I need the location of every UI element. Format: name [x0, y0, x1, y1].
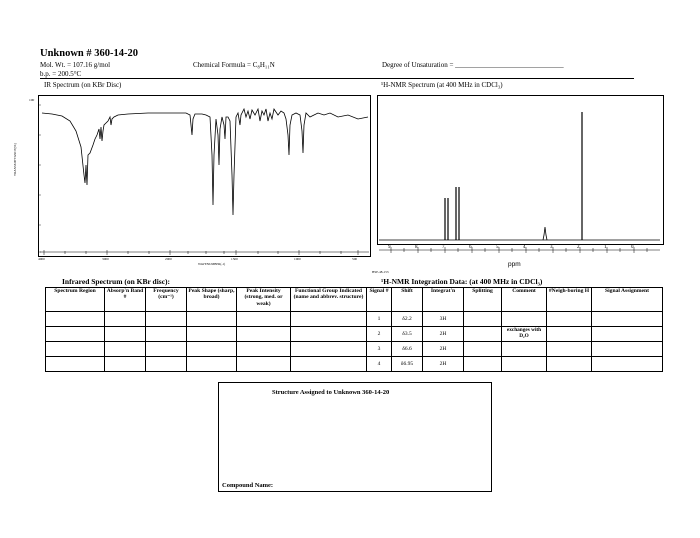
chemical-shift: δ6.6	[392, 342, 423, 357]
splitting-cell[interactable]	[464, 342, 502, 357]
splitting-cell[interactable]	[464, 357, 502, 372]
ir-cell[interactable]	[237, 342, 291, 357]
nmr-col-comment: Comment	[502, 288, 547, 312]
table-row	[46, 357, 367, 372]
boiling-point: b.p. = 200.5°C	[40, 70, 82, 78]
integration-value: 2H	[423, 327, 464, 342]
nmr-col-shift: Shift	[392, 288, 423, 312]
ir-cell[interactable]	[146, 357, 187, 372]
ir-cell[interactable]	[46, 312, 105, 327]
ir-cell[interactable]	[237, 312, 291, 327]
ir-cell[interactable]	[105, 357, 146, 372]
nmr-x-tick-1: 1	[604, 245, 607, 250]
ir-col-peak-intensity: Peak Intensity (strong, med. or weak)	[237, 288, 291, 312]
splitting-cell[interactable]	[464, 312, 502, 327]
nmr-x-tick-9: 9	[388, 245, 391, 250]
ir-spectrum-plot	[38, 95, 371, 260]
table-row	[367, 312, 663, 327]
ir-cell[interactable]	[105, 342, 146, 357]
nmr-spectrum-plot	[377, 95, 664, 265]
nmr-x-tick-5: 5	[496, 245, 499, 250]
chemical-shift: δ2.2	[392, 312, 423, 327]
integration-value: 3H	[423, 312, 464, 327]
ir-x-tick-4: 1500	[231, 257, 238, 261]
neighboring-h-cell[interactable]	[547, 327, 592, 342]
neighboring-h-cell[interactable]	[547, 357, 592, 372]
nmr-x-tick-6: 6	[469, 245, 472, 250]
comment-cell[interactable]	[502, 357, 547, 372]
table-row	[367, 327, 663, 342]
ir-x-tick-6: 500	[352, 257, 358, 261]
comment-cell: exchanges with D₂O	[502, 327, 547, 342]
ir-y-top-label: 100	[29, 98, 35, 102]
nmr-x-tick-2: 2	[577, 245, 580, 250]
nmr-col-signal: Signal #	[367, 288, 392, 312]
ir-col-absorption-band: Absorp'n Band #	[105, 288, 146, 312]
nmr-col-neighboring-h: #Neigh-boring H	[547, 288, 592, 312]
ir-cell[interactable]	[46, 342, 105, 357]
ir-col-functional-group: Functional Group Indicated (name and abbrev. structure)	[291, 288, 367, 312]
signal-number: 4	[367, 357, 392, 372]
assignment-cell[interactable]	[592, 312, 663, 327]
nmr-sample-code: HSP-48-153	[372, 270, 389, 274]
ir-cell[interactable]	[237, 357, 291, 372]
nmr-x-tick-0: 0	[631, 245, 634, 250]
nmr-x-tick-8: 8	[415, 245, 418, 250]
compound-name-label: Compound Name:	[222, 482, 274, 489]
structure-box-title: Structure Assigned to Unknown 360-14-20	[272, 389, 390, 396]
integration-value: 2H	[423, 342, 464, 357]
chemical-shift: δ3.5	[392, 327, 423, 342]
nmr-x-tick-7: 7	[442, 245, 445, 250]
ir-cell[interactable]	[187, 327, 237, 342]
ir-cell[interactable]	[146, 327, 187, 342]
signal-number: 1	[367, 312, 392, 327]
ir-cell[interactable]	[291, 327, 367, 342]
header-rule	[40, 78, 634, 79]
nmr-data-table	[366, 287, 663, 372]
ir-cell[interactable]	[105, 327, 146, 342]
table-row	[367, 342, 663, 357]
ir-cell[interactable]	[46, 327, 105, 342]
ir-col-peak-shape: Peak Shape (sharp, broad)	[187, 288, 237, 312]
ir-x-tick-1: 4000	[38, 257, 45, 261]
mol-wt: Mol. Wt. = 107.16 g/mol	[40, 61, 111, 69]
ir-cell[interactable]	[146, 312, 187, 327]
nmr-col-integration: Integrat'n	[423, 288, 464, 312]
nmr-ppm-unit: ppm	[508, 261, 521, 268]
ir-cell[interactable]	[187, 357, 237, 372]
ir-cell[interactable]	[187, 312, 237, 327]
ir-cell[interactable]	[291, 342, 367, 357]
splitting-cell[interactable]	[464, 327, 502, 342]
ir-x-axis-label: WAVENUMBER(-1)	[198, 262, 226, 266]
ir-x-tick-3: 2000	[165, 257, 172, 261]
neighboring-h-cell[interactable]	[547, 312, 592, 327]
nmr-x-tick-4: 4	[523, 245, 526, 250]
ir-cell[interactable]	[291, 357, 367, 372]
ir-col-frequency: Frequency (cm⁻¹)	[146, 288, 187, 312]
neighboring-h-cell[interactable]	[547, 342, 592, 357]
nmr-col-splitting: Splitting	[464, 288, 502, 312]
ir-cell[interactable]	[105, 312, 146, 327]
degree-of-unsaturation: Degree of Unsaturation = _______________________________	[382, 61, 564, 69]
signal-number: 2	[367, 327, 392, 342]
chemical-formula: Chemical Formula = C₈H₁₁N	[193, 61, 275, 69]
table-row	[46, 312, 367, 327]
table-row	[46, 342, 367, 357]
ir-cell[interactable]	[187, 342, 237, 357]
ir-caption: IR Spectrum (on KBr Disc)	[44, 81, 122, 89]
ir-x-tick-5: 1000	[294, 257, 301, 261]
ir-cell[interactable]	[46, 357, 105, 372]
nmr-col-signal-assignment: Signal Assignment	[592, 288, 663, 312]
nmr-table-title: ¹H-NMR Integration Data: (at 400 MHz in CDCl₃)	[381, 277, 543, 286]
ir-data-table	[45, 287, 367, 372]
ir-table-title: Infrared Spectrum (on KBr disc):	[62, 277, 171, 286]
assignment-cell[interactable]	[592, 327, 663, 342]
ir-y-axis-label: TRANSMITTANCE[%]	[13, 143, 17, 176]
ir-cell[interactable]	[146, 342, 187, 357]
nmr-x-tick-3: 3	[550, 245, 553, 250]
structure-box[interactable]	[218, 382, 492, 492]
ir-cell[interactable]	[291, 312, 367, 327]
nmr-caption: ¹H-NMR Spectrum (at 400 MHz in CDCl₃)	[381, 81, 503, 89]
signal-number: 3	[367, 342, 392, 357]
ir-col-spectrum-region: Spectrum Region	[46, 288, 105, 312]
integration-value: 2H	[423, 357, 464, 372]
unknown-title: Unknown # 360-14-20	[40, 48, 139, 59]
table-row	[46, 327, 367, 342]
comment-cell[interactable]	[502, 312, 547, 327]
assignment-cell[interactable]	[592, 357, 663, 372]
ir-x-tick-2: 3000	[102, 257, 109, 261]
assignment-cell[interactable]	[592, 342, 663, 357]
ir-cell[interactable]	[237, 327, 291, 342]
table-row	[367, 357, 663, 372]
chemical-shift: δ6.95	[392, 357, 423, 372]
comment-cell[interactable]	[502, 342, 547, 357]
